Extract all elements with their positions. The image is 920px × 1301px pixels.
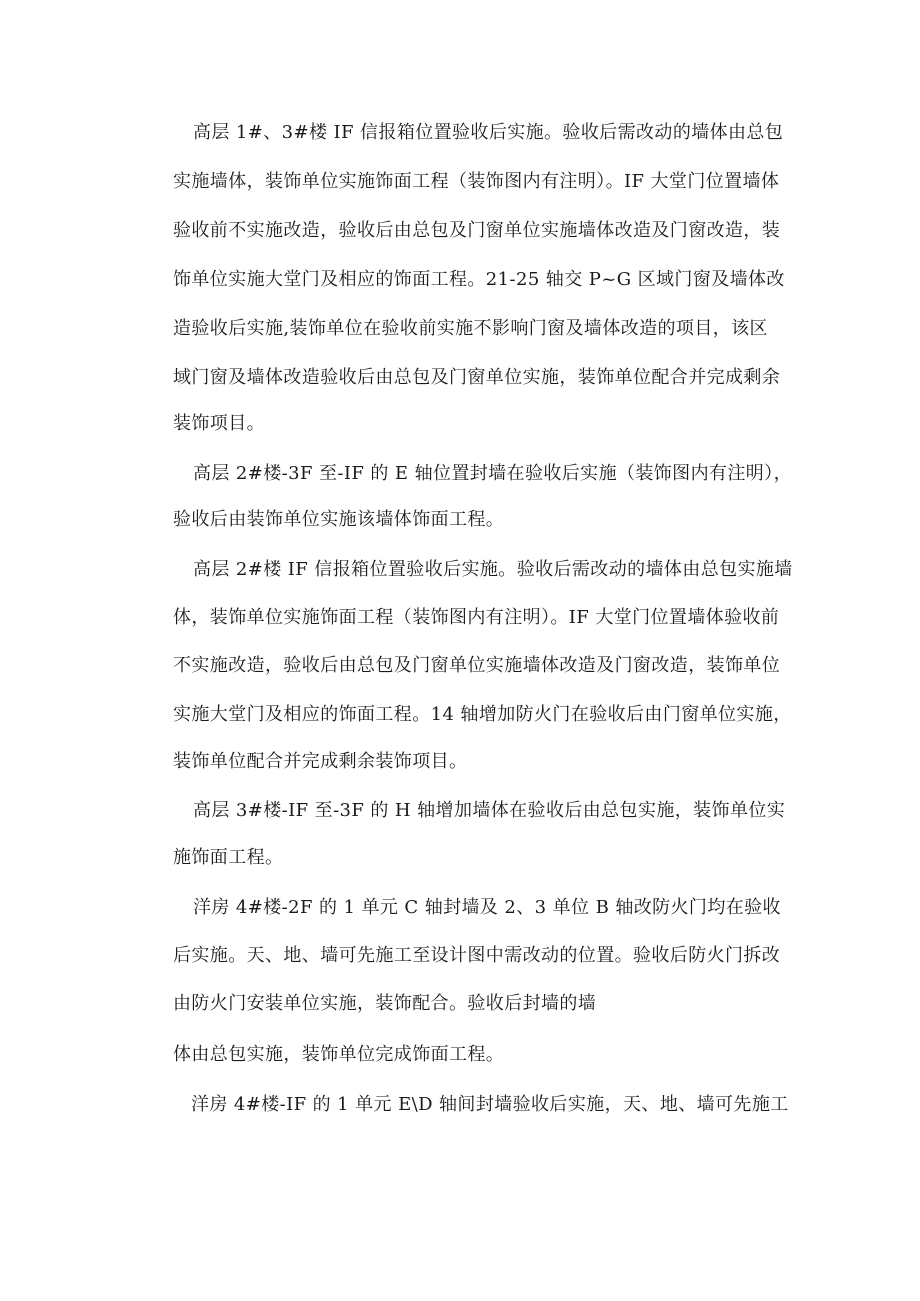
paragraph-1-line-4: 饰单位实施大堂门及相应的饰面工程。21-25 轴交 P~G 区域门窗及墙体改 bbox=[173, 269, 785, 290]
paragraph-5-line-2: 后实施。天、地、墙可先施工至设计图中需改动的位置。验收后防火门拆改 bbox=[173, 945, 781, 966]
paragraph-1-line-2: 实施墙体，装饰单位实施饰面工程（装饰图内有注明）。IF 大堂门位置墙体 bbox=[173, 171, 780, 192]
paragraph-4-line-1: 高层 3#楼-IF 至-3F 的 H 轴增加墙体在验收后由总包实施，装饰单位实 bbox=[193, 800, 786, 821]
paragraph-3-line-1: 高层 2#楼 IF 信报箱位置验收后实施。验收后需改动的墙体由总包实施墙 bbox=[193, 559, 793, 580]
paragraph-1-line-3: 验收前不实施改造，验收后由总包及门窗单位实施墙体改造及门窗改造，装 bbox=[173, 220, 781, 241]
paragraph-5-line-1: 洋房 4#楼-2F 的 1 单元 C 轴封墙及 2、3 单位 B 轴改防火门均在验收 bbox=[193, 897, 781, 918]
paragraph-3-line-2: 体，装饰单位实施饰面工程（装饰图内有注明）。IF 大堂门位置墙体验收前 bbox=[173, 607, 780, 628]
paragraph-1-line-5: 造验收后实施,装饰单位在验收前实施不影响门窗及墙体改造的项目，该区 bbox=[173, 318, 768, 339]
paragraph-1-line-1: 高层 1#、3#楼 IF 信报箱位置验收后实施。验收后需改动的墙体由总包 bbox=[193, 122, 784, 143]
paragraph-4-line-2: 施饰面工程。 bbox=[173, 847, 284, 868]
paragraph-3-line-4: 实施大堂门及相应的饰面工程。14 轴增加防火门在验收后由门窗单位实施， bbox=[173, 704, 792, 725]
paragraph-1-line-7: 装饰项目。 bbox=[173, 413, 265, 434]
paragraph-5-line-3: 由防火门安装单位实施，装饰配合。验收后封墙的墙 bbox=[173, 993, 597, 1014]
paragraph-6-line-1: 洋房 4#楼-IF 的 1 单元 E\D 轴间封墙验收后实施，天、地、墙可先施工 bbox=[191, 1094, 789, 1115]
paragraph-1-line-6: 域门窗及墙体改造验收后由总包及门窗单位实施，装饰单位配合并完成剩余 bbox=[173, 367, 781, 388]
paragraph-5-line-4: 体由总包实施，装饰单位完成饰面工程。 bbox=[173, 1044, 505, 1065]
paragraph-2-line-1: 高层 2#楼-3F 至-IF 的 E 轴位置封墙在验收后实施（装饰图内有注明）， bbox=[193, 463, 792, 484]
paragraph-3-line-5: 装饰单位配合并完成剩余装饰项目。 bbox=[173, 751, 468, 772]
paragraph-2-line-2: 验收后由装饰单位实施该墙体饰面工程。 bbox=[173, 509, 505, 530]
paragraph-3-line-3: 不实施改造，验收后由总包及门窗单位实施墙体改造及门窗改造，装饰单位 bbox=[173, 655, 781, 676]
